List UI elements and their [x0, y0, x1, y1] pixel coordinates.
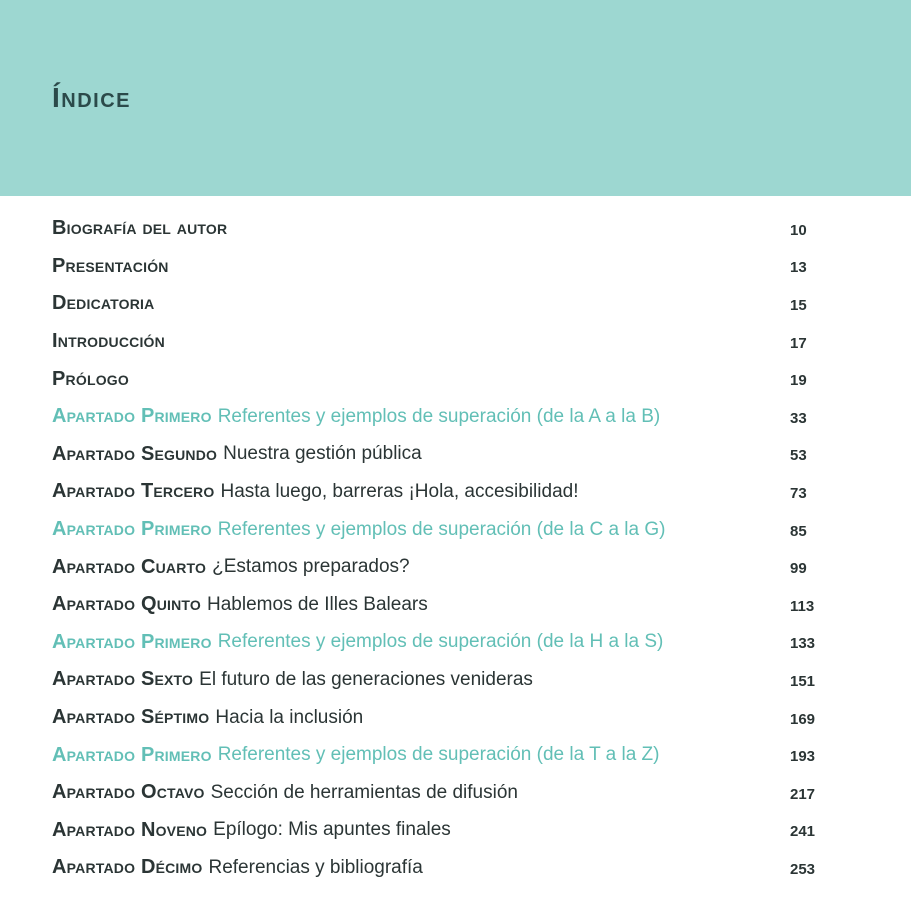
- toc-entry-label: Apartado Sexto: [52, 668, 194, 691]
- toc-entry[interactable]: [52, 436, 832, 474]
- toc-entry-label: Apartado Tercero: [52, 480, 215, 503]
- toc-entry-label: Dedicatoria: [52, 292, 155, 315]
- toc-entry-label: Apartado Primero: [52, 743, 212, 766]
- toc-entry[interactable]: [52, 248, 832, 286]
- toc-entry-label: Biografía del autor: [52, 217, 228, 240]
- toc-entry-title: Referencias y bibliografía: [208, 856, 423, 878]
- toc-entry-label: Apartado Quinto: [52, 593, 201, 616]
- toc-entry[interactable]: [52, 511, 832, 549]
- toc-entry[interactable]: [52, 624, 832, 662]
- toc-entry[interactable]: [52, 473, 832, 511]
- toc-entry[interactable]: [52, 774, 832, 812]
- toc-entry-title: Referentes y ejemplos de superación (de la T a la Z): [217, 744, 660, 766]
- header-band: [0, 0, 911, 196]
- toc-entry-page: 133: [790, 635, 816, 653]
- toc-entry-page: 169: [790, 710, 816, 728]
- toc-entry-page: 13: [790, 259, 807, 277]
- toc-entry-title: Sección de herramientas de difusión: [210, 781, 518, 803]
- toc-entry-page: 85: [790, 522, 807, 540]
- toc-entry[interactable]: [52, 285, 832, 323]
- toc-entry-label: Apartado Primero: [52, 405, 212, 428]
- toc-entry-title: Nuestra gestión pública: [223, 443, 422, 465]
- toc-entry-page: 151: [790, 673, 816, 691]
- toc-entry[interactable]: [52, 812, 832, 850]
- toc-entry-page: 15: [790, 297, 807, 315]
- toc-entry-label: Apartado Octavo: [52, 781, 205, 804]
- toc-entry[interactable]: [52, 398, 832, 436]
- toc-entry-label: Apartado Noveno: [52, 818, 208, 841]
- toc-entry-title: Epílogo: Mis apuntes finales: [213, 819, 451, 841]
- toc-entry-title: Hablemos de Illes Balears: [207, 593, 428, 615]
- toc-entry[interactable]: [52, 548, 832, 586]
- toc-entry[interactable]: [52, 849, 832, 887]
- toc-entry-page: 217: [790, 785, 816, 803]
- toc-entry-title: ¿Estamos preparados?: [212, 556, 410, 578]
- toc-entry-label: Apartado Décimo: [52, 856, 203, 879]
- toc-entry-title: Referentes y ejemplos de superación (de la A a la B): [217, 405, 661, 427]
- toc-entry[interactable]: [52, 210, 832, 248]
- toc-entry-title: Referentes y ejemplos de superación (de la H a la S): [217, 631, 664, 653]
- toc-entry[interactable]: [52, 586, 832, 624]
- toc-entry-title: Referentes y ejemplos de superación (de la C a la G): [217, 518, 666, 540]
- table-of-contents: [52, 210, 832, 887]
- toc-entry-page: 241: [790, 823, 816, 841]
- toc-entry-label: Presentación: [52, 254, 169, 277]
- page-title: Índice: [52, 82, 132, 113]
- toc-entry[interactable]: [52, 736, 832, 774]
- toc-entry-page: 33: [790, 409, 807, 427]
- toc-entry-label: Apartado Cuarto: [52, 555, 207, 578]
- toc-entry-page: 99: [790, 560, 807, 578]
- toc-entry-page: 53: [790, 447, 807, 465]
- toc-entry-page: 17: [790, 334, 807, 352]
- toc-entry[interactable]: [52, 699, 832, 737]
- toc-entry-label: Introducción: [52, 330, 165, 353]
- toc-entry[interactable]: [52, 323, 832, 361]
- toc-entry[interactable]: [52, 360, 832, 398]
- toc-entry-label: Apartado Primero: [52, 518, 212, 541]
- toc-entry-page: 113: [790, 597, 815, 615]
- toc-entry-page: 193: [790, 748, 816, 766]
- toc-entry-label: Apartado Séptimo: [52, 706, 210, 729]
- toc-entry-page: 19: [790, 372, 807, 390]
- toc-entry-title: El futuro de las generaciones venideras: [199, 668, 533, 690]
- toc-entry-title: Hasta luego, barreras ¡Hola, accesibilidad!: [220, 480, 579, 502]
- toc-entry-page: 253: [790, 861, 816, 879]
- toc-entry-label: Apartado Segundo: [52, 442, 218, 465]
- toc-entry-label: Apartado Primero: [52, 630, 212, 653]
- toc-entry-page: 10: [790, 221, 807, 239]
- toc-entry[interactable]: [52, 661, 832, 699]
- toc-entry-title: Hacia la inclusión: [215, 706, 364, 728]
- toc-entry-page: 73: [790, 485, 807, 503]
- toc-entry-label: Prólogo: [52, 367, 129, 390]
